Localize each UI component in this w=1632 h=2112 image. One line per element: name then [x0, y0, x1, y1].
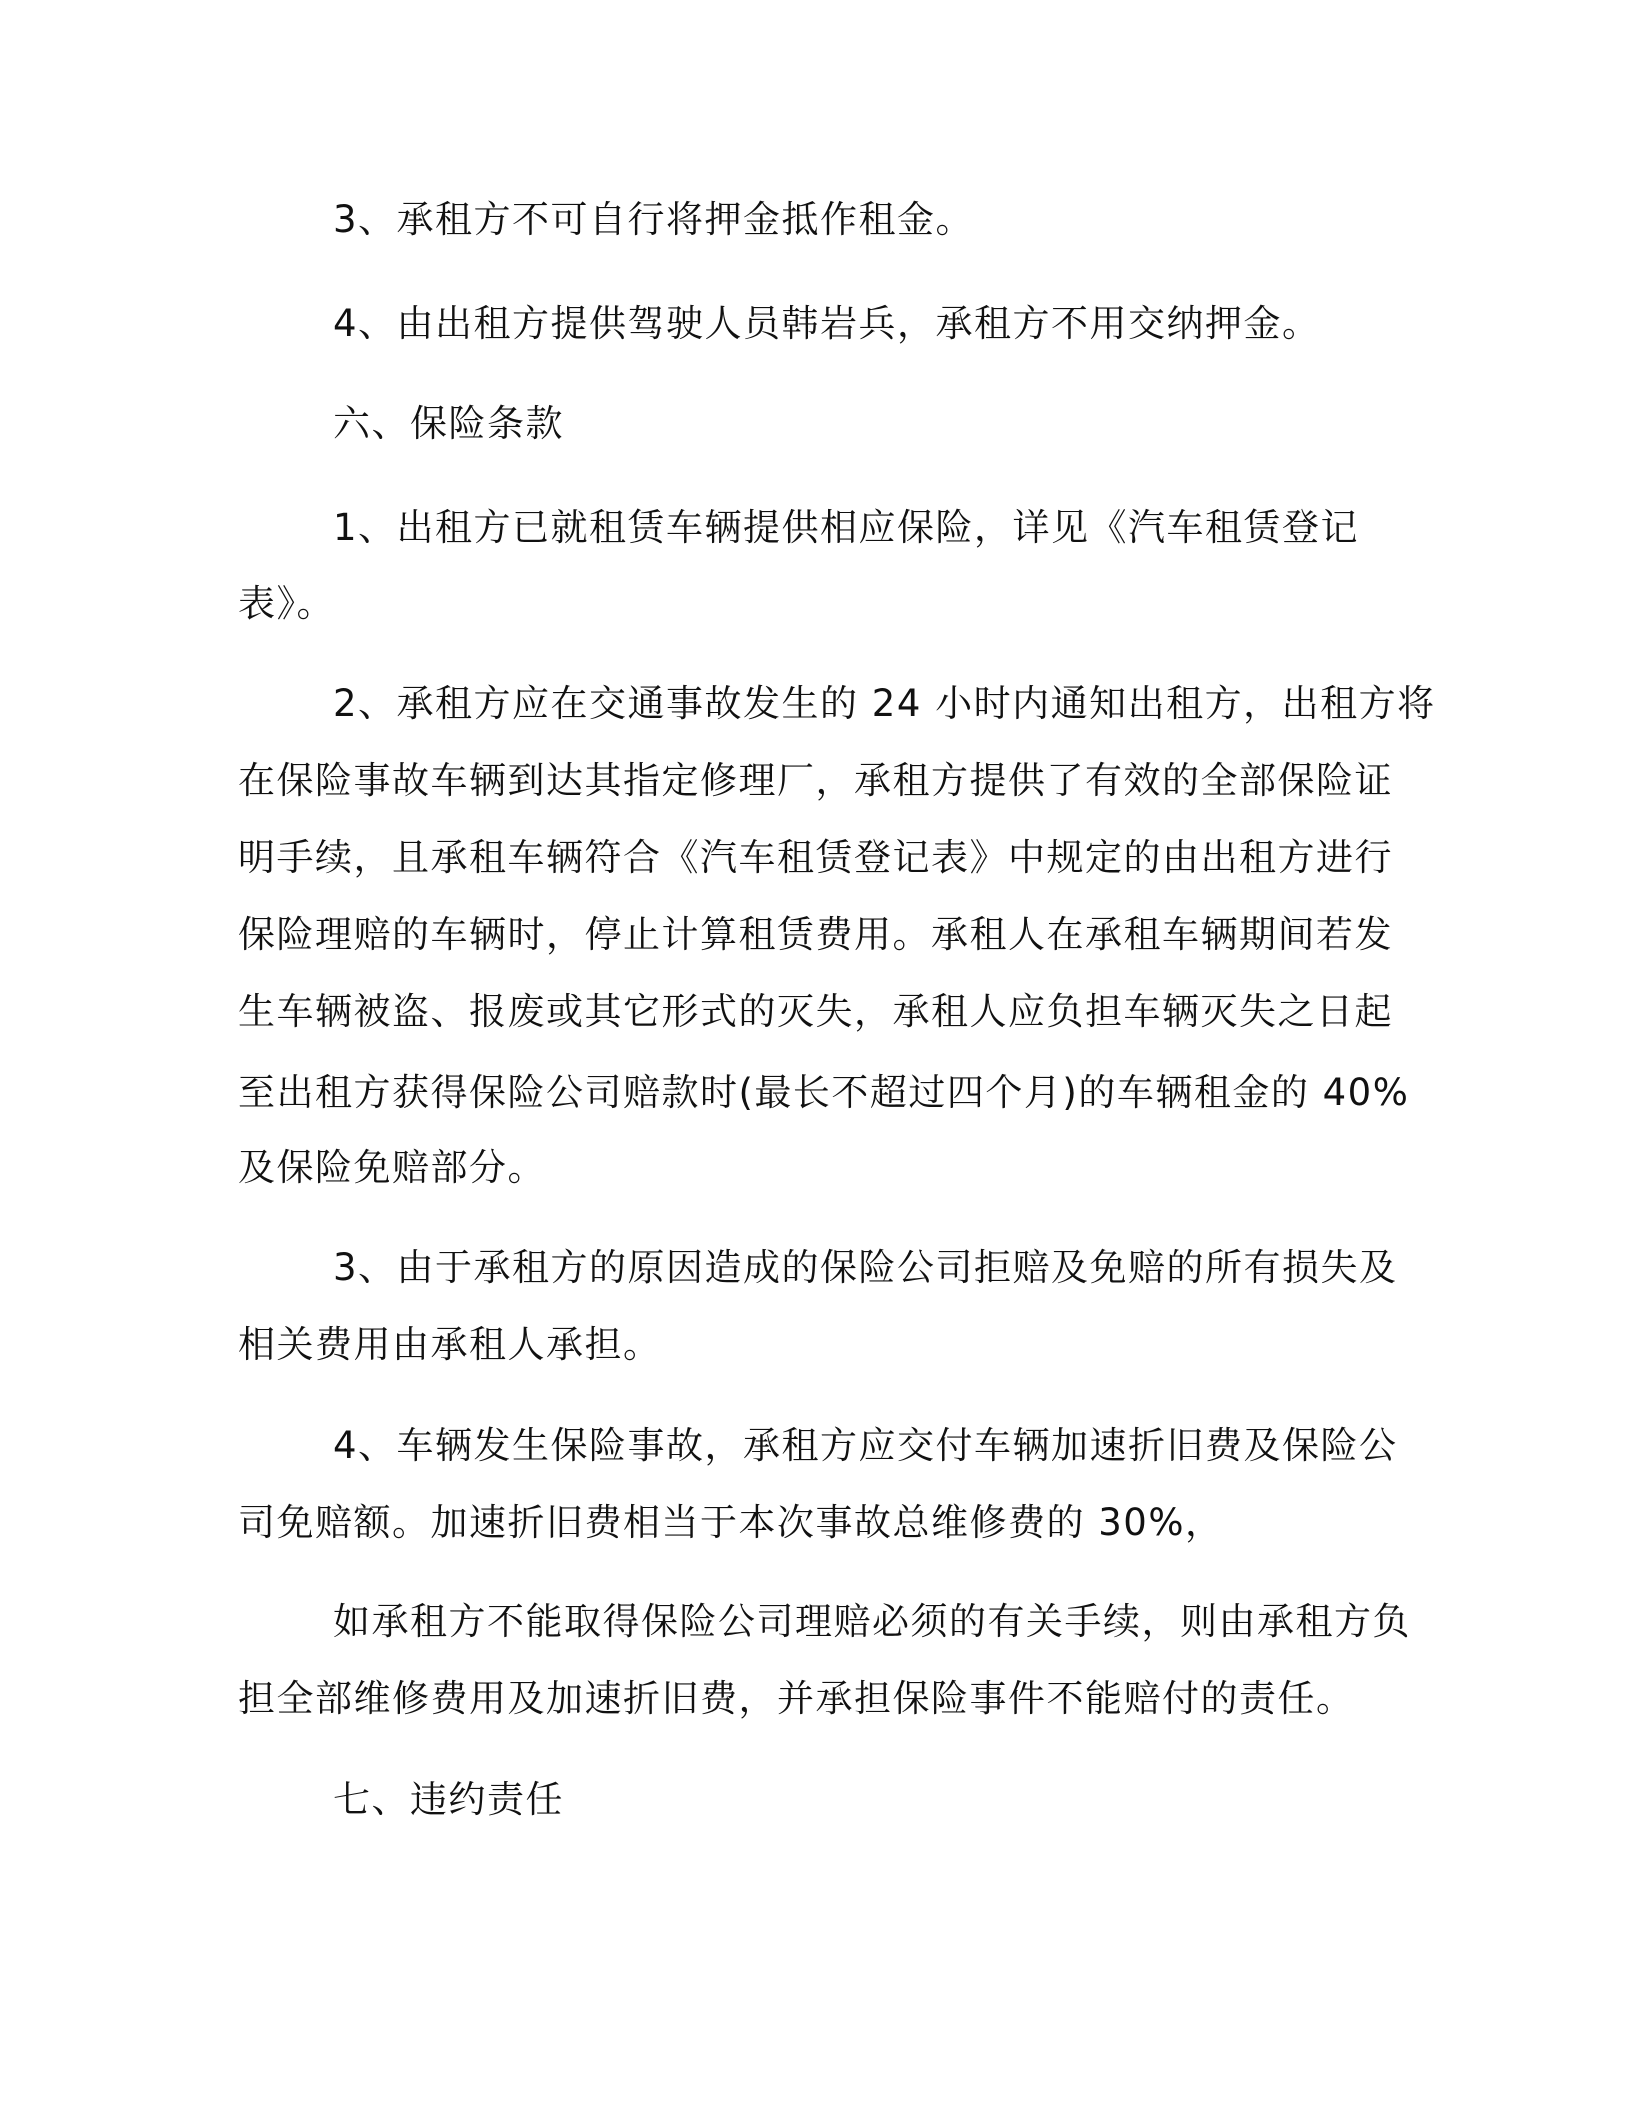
- clause-6-3-line-1: 3、由于承租方的原因造成的保险公司拒赔及免赔的所有损失及: [333, 1246, 1398, 1289]
- clause-6-2-line-5: 生车辆被盗、报废或其它形式的灭失，承租人应负担车辆灭失之日起: [238, 990, 1393, 1033]
- clause-6-1-line-1: 1、出租方已就租赁车辆提供相应保险，详见《汽车租赁登记: [333, 506, 1360, 549]
- clause-5-3: 3、承租方不可自行将押金抵作租金。: [333, 198, 975, 241]
- clause-6-4-line-2: 司免赔额。加速折旧费相当于本次事故总维修费的 30%，: [238, 1501, 1224, 1544]
- clause-6-2-line-4: 保险理赔的车辆时，停止计算租赁费用。承租人在承租车辆期间若发: [238, 913, 1393, 956]
- clause-6-4-line-1: 4、车辆发生保险事故，承租方应交付车辆加速折旧费及保险公: [333, 1424, 1398, 1467]
- clause-6-2-line-6: 至出租方获得保险公司赔款时(最长不超过四个月)的车辆租金的 40%: [238, 1071, 1410, 1114]
- clause-6-2-line-3: 明手续，且承租车辆符合《汽车租赁登记表》中规定的由出租方进行: [238, 836, 1393, 879]
- clause-6-2-line-1: 2、承租方应在交通事故发生的 24 小时内通知出租方，出租方将: [333, 682, 1436, 725]
- section-heading-breach: 七、违约责任: [333, 1778, 564, 1821]
- clause-6-2-line-7: 及保险免赔部分。: [238, 1146, 546, 1189]
- section-heading-insurance: 六、保险条款: [333, 402, 564, 445]
- clause-5-4: 4、由出租方提供驾驶人员韩岩兵，承租方不用交纳押金。: [333, 302, 1321, 345]
- clause-6-4-continued-line-1: 如承租方不能取得保险公司理赔必须的有关手续，则由承租方负: [333, 1600, 1411, 1643]
- clause-6-3-line-2: 相关费用由承租人承担。: [238, 1323, 662, 1366]
- clause-6-2-line-2: 在保险事故车辆到达其指定修理厂，承租方提供了有效的全部保险证: [238, 759, 1393, 802]
- clause-6-4-continued-line-2: 担全部维修费用及加速折旧费，并承担保险事件不能赔付的责任。: [238, 1677, 1355, 1720]
- clause-6-1-line-2: 表》。: [238, 582, 335, 625]
